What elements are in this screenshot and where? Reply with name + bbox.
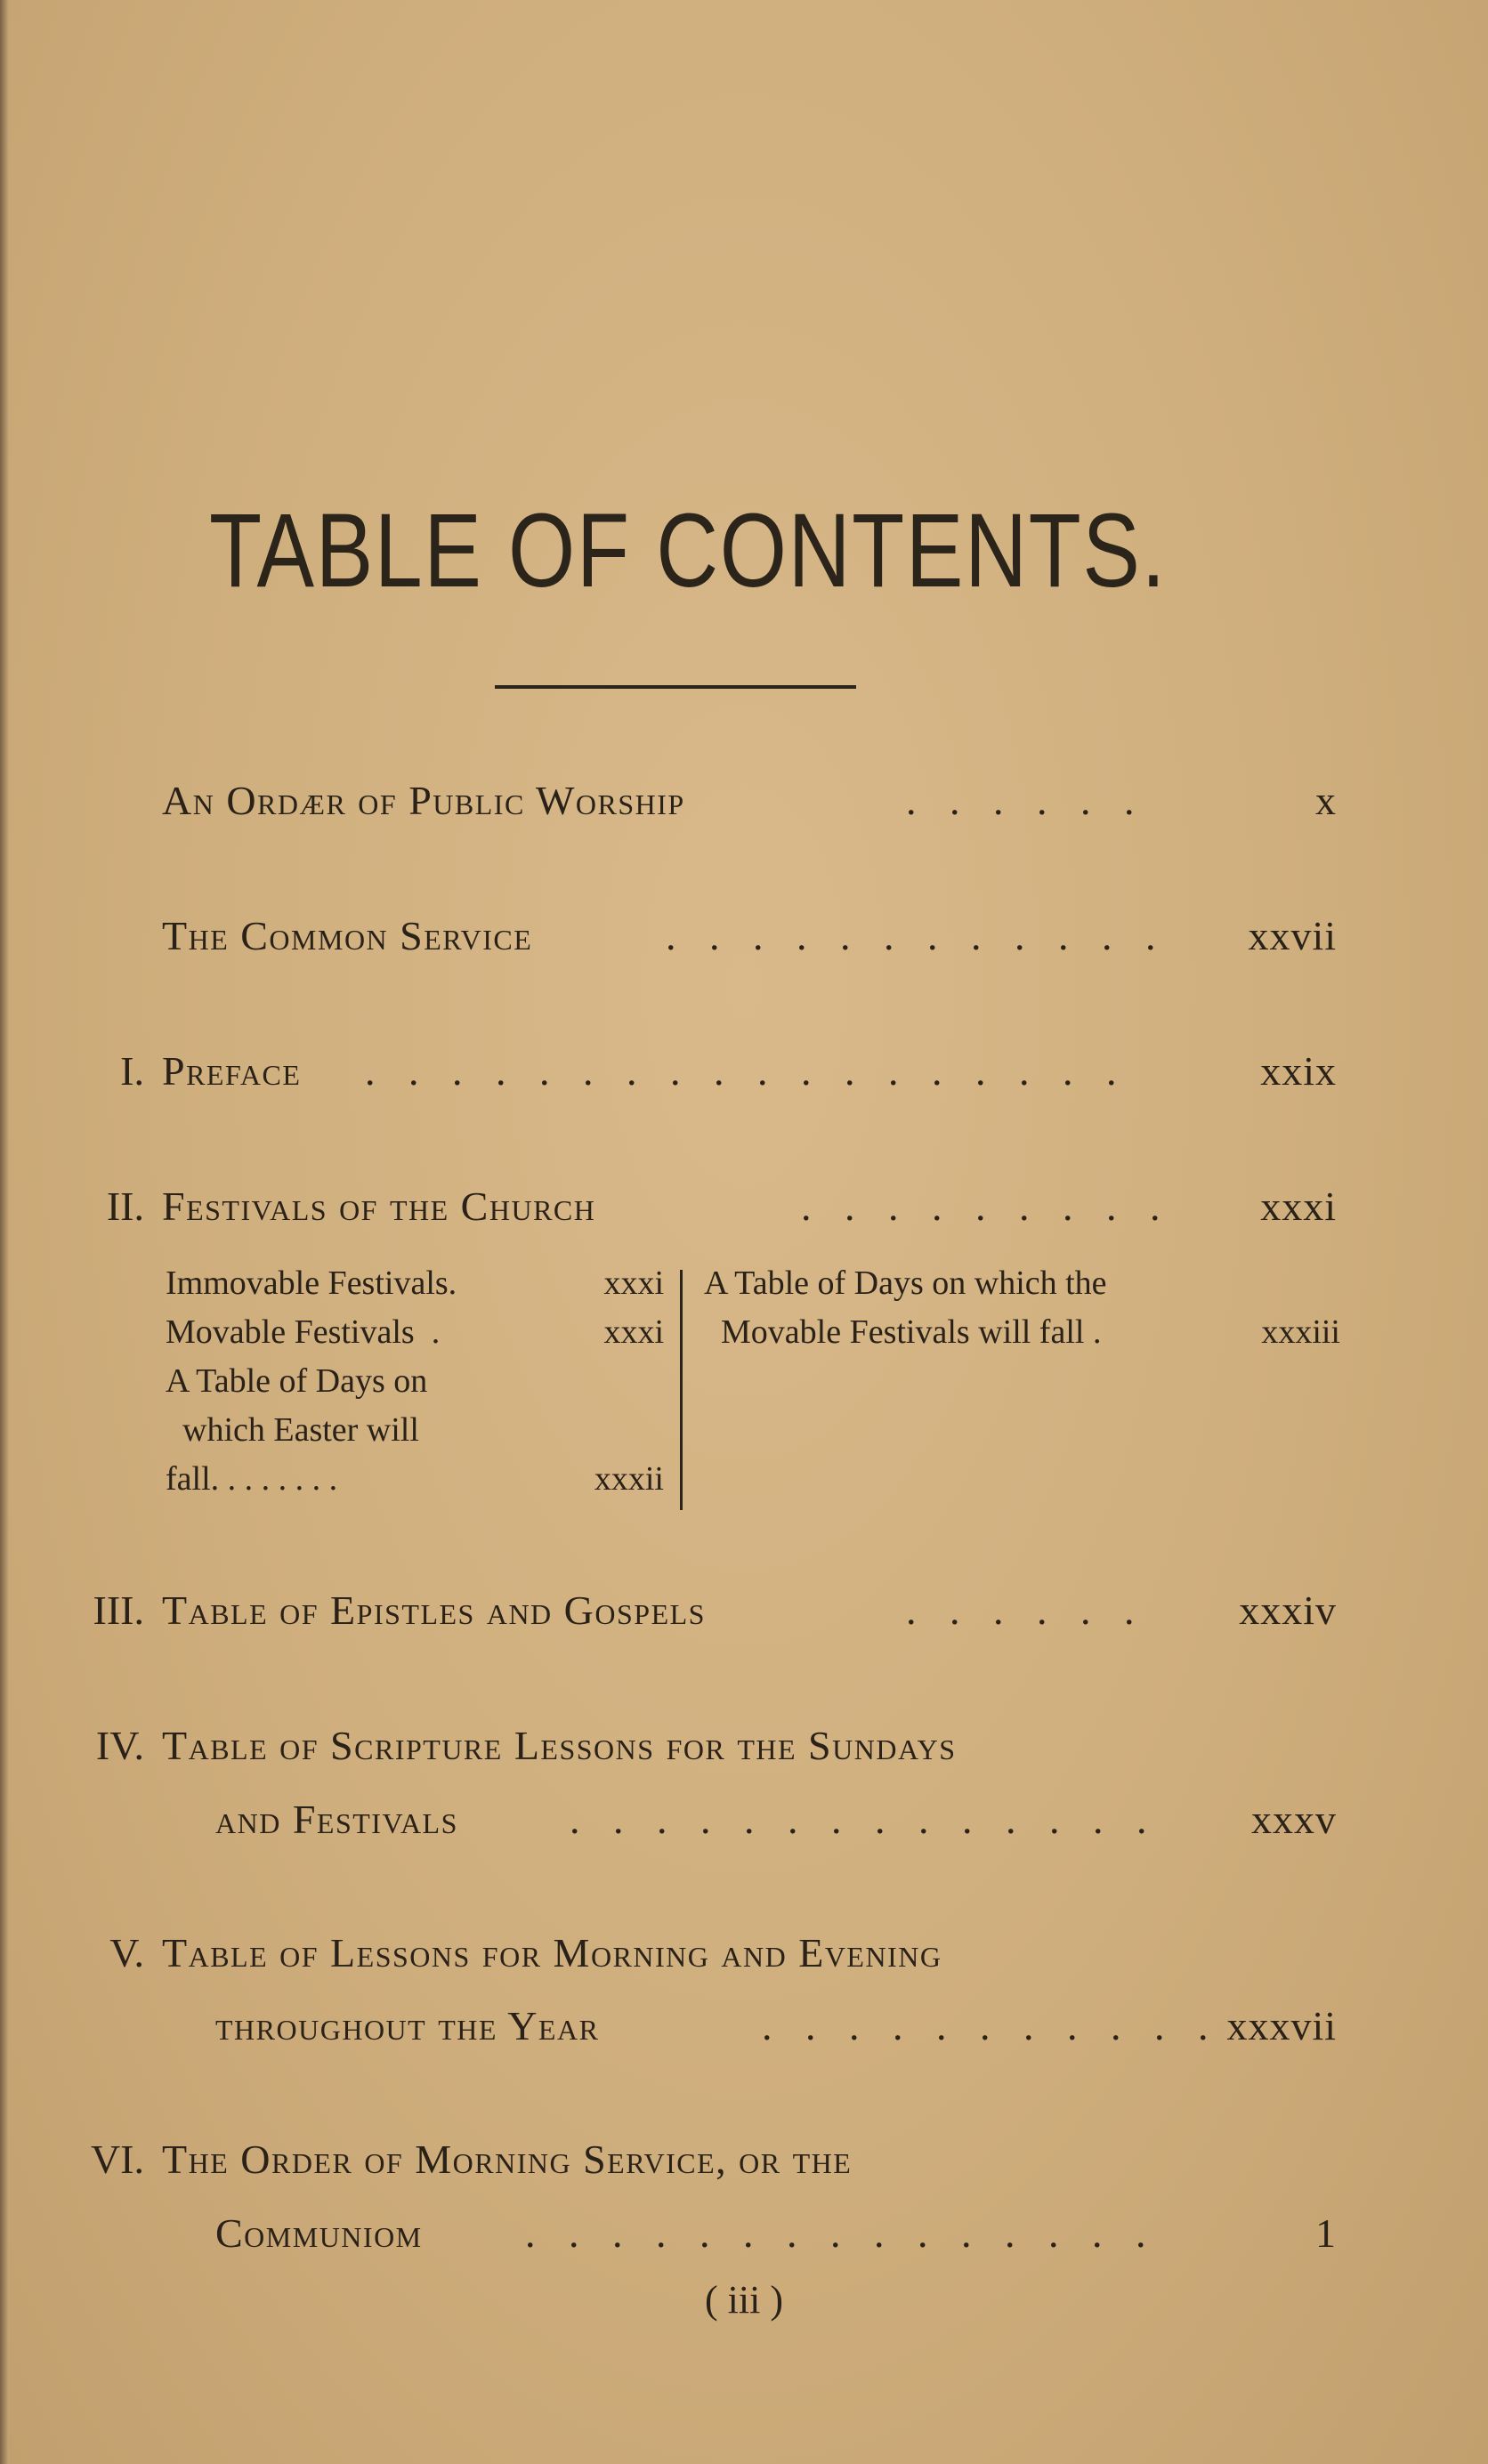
entry-title: throughout the Year	[215, 2003, 600, 2048]
entry-number: I.	[120, 1048, 144, 1094]
entry-title: The Common Service	[162, 913, 533, 958]
entry-page: xxxi	[1260, 1184, 1337, 1229]
entry-number: III.	[93, 1587, 144, 1633]
subentry-text: Movable Festivals will fall .	[704, 1313, 1102, 1351]
entry-page: xxxvii	[1226, 2003, 1337, 2048]
title-rule	[495, 685, 856, 689]
leader-dots: . . . . . . . . . . .	[762, 2003, 1220, 2048]
leader-dots: . . . . . .	[906, 778, 1146, 823]
entry-title: Communiom	[215, 2210, 423, 2256]
leader-dots: . . . . . . . . . . . .	[666, 913, 1168, 958]
column-divider	[680, 1270, 683, 1510]
subentry	[704, 1259, 1340, 1308]
entry-page: xxvii	[1248, 913, 1337, 958]
subentry-text: A Table of Days on which the	[704, 1264, 1107, 1302]
subentry	[166, 1357, 664, 1406]
toc-entry	[0, 1584, 1488, 1646]
entry-title: Preface	[162, 1048, 302, 1094]
entry-title: and Festivals	[215, 1797, 458, 1842]
leader-dots: . . . . . . . . . . . . . . .	[525, 2210, 1158, 2256]
subentry	[704, 1308, 1340, 1357]
entry-page: x	[1315, 778, 1337, 823]
entry-number: VI.	[90, 2137, 144, 2182]
leader-dots: . . . . . . . . .	[801, 1184, 1172, 1229]
subentry-text: fall. . . . . . . .	[166, 1460, 338, 1498]
entry-title: An Ordær of Public Worship	[162, 778, 685, 823]
subentries-left-column	[166, 1259, 664, 1504]
toc-entry	[0, 1719, 1488, 1781]
entry-page: xxix	[1260, 1048, 1337, 1094]
subentry	[166, 1308, 664, 1357]
entry-number: II.	[106, 1184, 144, 1229]
subentry-text: A Table of Days on	[166, 1362, 428, 1400]
page-number: ( iii )	[705, 2278, 783, 2322]
page-title: TABLE OF CONTENTS.	[208, 492, 1168, 610]
toc-entry-continuation	[0, 1793, 1488, 1855]
subentry	[166, 1406, 664, 1455]
leader-dots: . . . . . . . . . . . . . .	[570, 1797, 1159, 1842]
entry-page: xxxiv	[1239, 1587, 1337, 1633]
entry-number: V.	[109, 1930, 144, 1975]
subentries-right-column	[704, 1259, 1340, 1357]
entry-title: Table of Lessons for Morning and Evening	[162, 1930, 942, 1975]
entry-title: Table of Scripture Lessons for the Sundays	[162, 1723, 957, 1768]
festivals-subentries	[166, 1259, 1340, 1508]
entry-page: 1	[1315, 2210, 1337, 2256]
entry-title: Festivals of the Church	[162, 1184, 596, 1229]
subentry-page: xxxi	[603, 1264, 664, 1302]
toc-entry	[0, 774, 1488, 836]
toc-entry-continuation	[0, 2207, 1488, 2269]
subentry-text: which Easter will	[166, 1411, 419, 1449]
subentry-text: Movable Festivals .	[166, 1313, 441, 1351]
toc-entry	[0, 1927, 1488, 1989]
entry-number: IV.	[95, 1723, 144, 1768]
toc-entry	[0, 2133, 1488, 2195]
subentry-page: xxxi	[603, 1313, 664, 1351]
entry-title: The Order of Morning Service, or the	[162, 2137, 853, 2182]
subentry	[166, 1455, 664, 1504]
entry-title: Table of Epistles and Gospels	[162, 1587, 706, 1633]
subentry-text: Immovable Festivals.	[166, 1264, 457, 1302]
entry-page: xxxv	[1251, 1797, 1337, 1842]
toc-entry	[0, 1180, 1488, 1242]
toc-entry	[0, 909, 1488, 972]
leader-dots: . . . . . .	[906, 1587, 1146, 1633]
toc-entry	[0, 1045, 1488, 1107]
toc-entry-continuation	[0, 1999, 1488, 2062]
subentry-page: xxxii	[594, 1460, 664, 1498]
subentry	[166, 1259, 664, 1308]
leader-dots: . . . . . . . . . . . . . . . . . .	[365, 1048, 1128, 1094]
subentry-page: xxxiii	[1261, 1313, 1340, 1351]
